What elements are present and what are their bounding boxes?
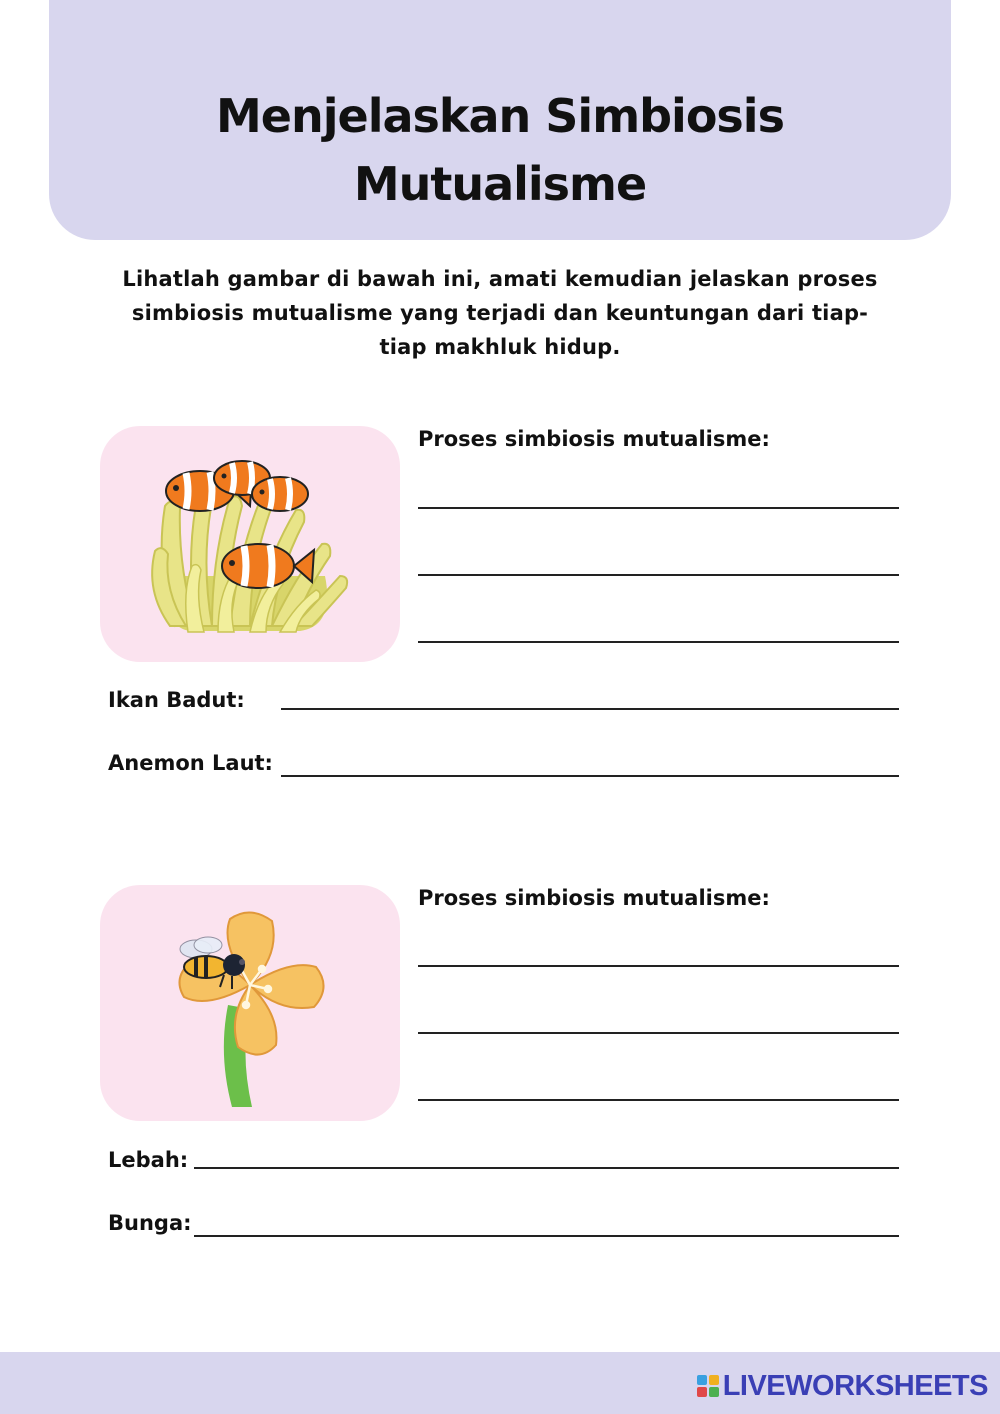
answer-line[interactable] xyxy=(418,965,899,967)
answer-line[interactable] xyxy=(418,641,899,643)
answer-line-anemon-laut[interactable] xyxy=(281,775,899,777)
answer-line[interactable] xyxy=(418,574,899,576)
answer-line[interactable] xyxy=(418,507,899,509)
field-label-anemon-laut: Anemon Laut: xyxy=(108,751,273,775)
field-label-lebah: Lebah: xyxy=(108,1148,189,1172)
answer-line-lebah[interactable] xyxy=(194,1167,899,1169)
bee-flower-illustration xyxy=(100,885,400,1121)
logo-text: LIVEWORKSHEETS xyxy=(722,1369,988,1402)
process-label: Proses simbiosis mutualisme: xyxy=(418,427,770,451)
clownfish-anemone-illustration xyxy=(100,426,400,662)
answer-line[interactable] xyxy=(418,1099,899,1101)
field-label-bunga: Bunga: xyxy=(108,1211,192,1235)
title-line-1: Menjelaskan Simbiosis xyxy=(216,89,784,143)
liveworksheets-logo-icon xyxy=(697,1375,719,1397)
answer-line-bunga[interactable] xyxy=(194,1235,899,1237)
page-title xyxy=(0,82,1000,218)
process-label: Proses simbiosis mutualisme: xyxy=(418,886,770,910)
liveworksheets-logo[interactable] xyxy=(697,1366,988,1406)
title-line-2: Mutualisme xyxy=(353,157,647,211)
clownfish-icon xyxy=(252,477,308,511)
instruction-text: Lihatlah gambar di bawah ini, amati kemudian jelaskan proses simbiosis mutualisme yang terjadi dan keuntungan dari tiap-tiap makhluk hidup. xyxy=(122,267,878,359)
field-label-ikan-badut: Ikan Badut: xyxy=(108,688,245,712)
answer-line-ikan-badut[interactable] xyxy=(281,708,899,710)
answer-line[interactable] xyxy=(418,1032,899,1034)
